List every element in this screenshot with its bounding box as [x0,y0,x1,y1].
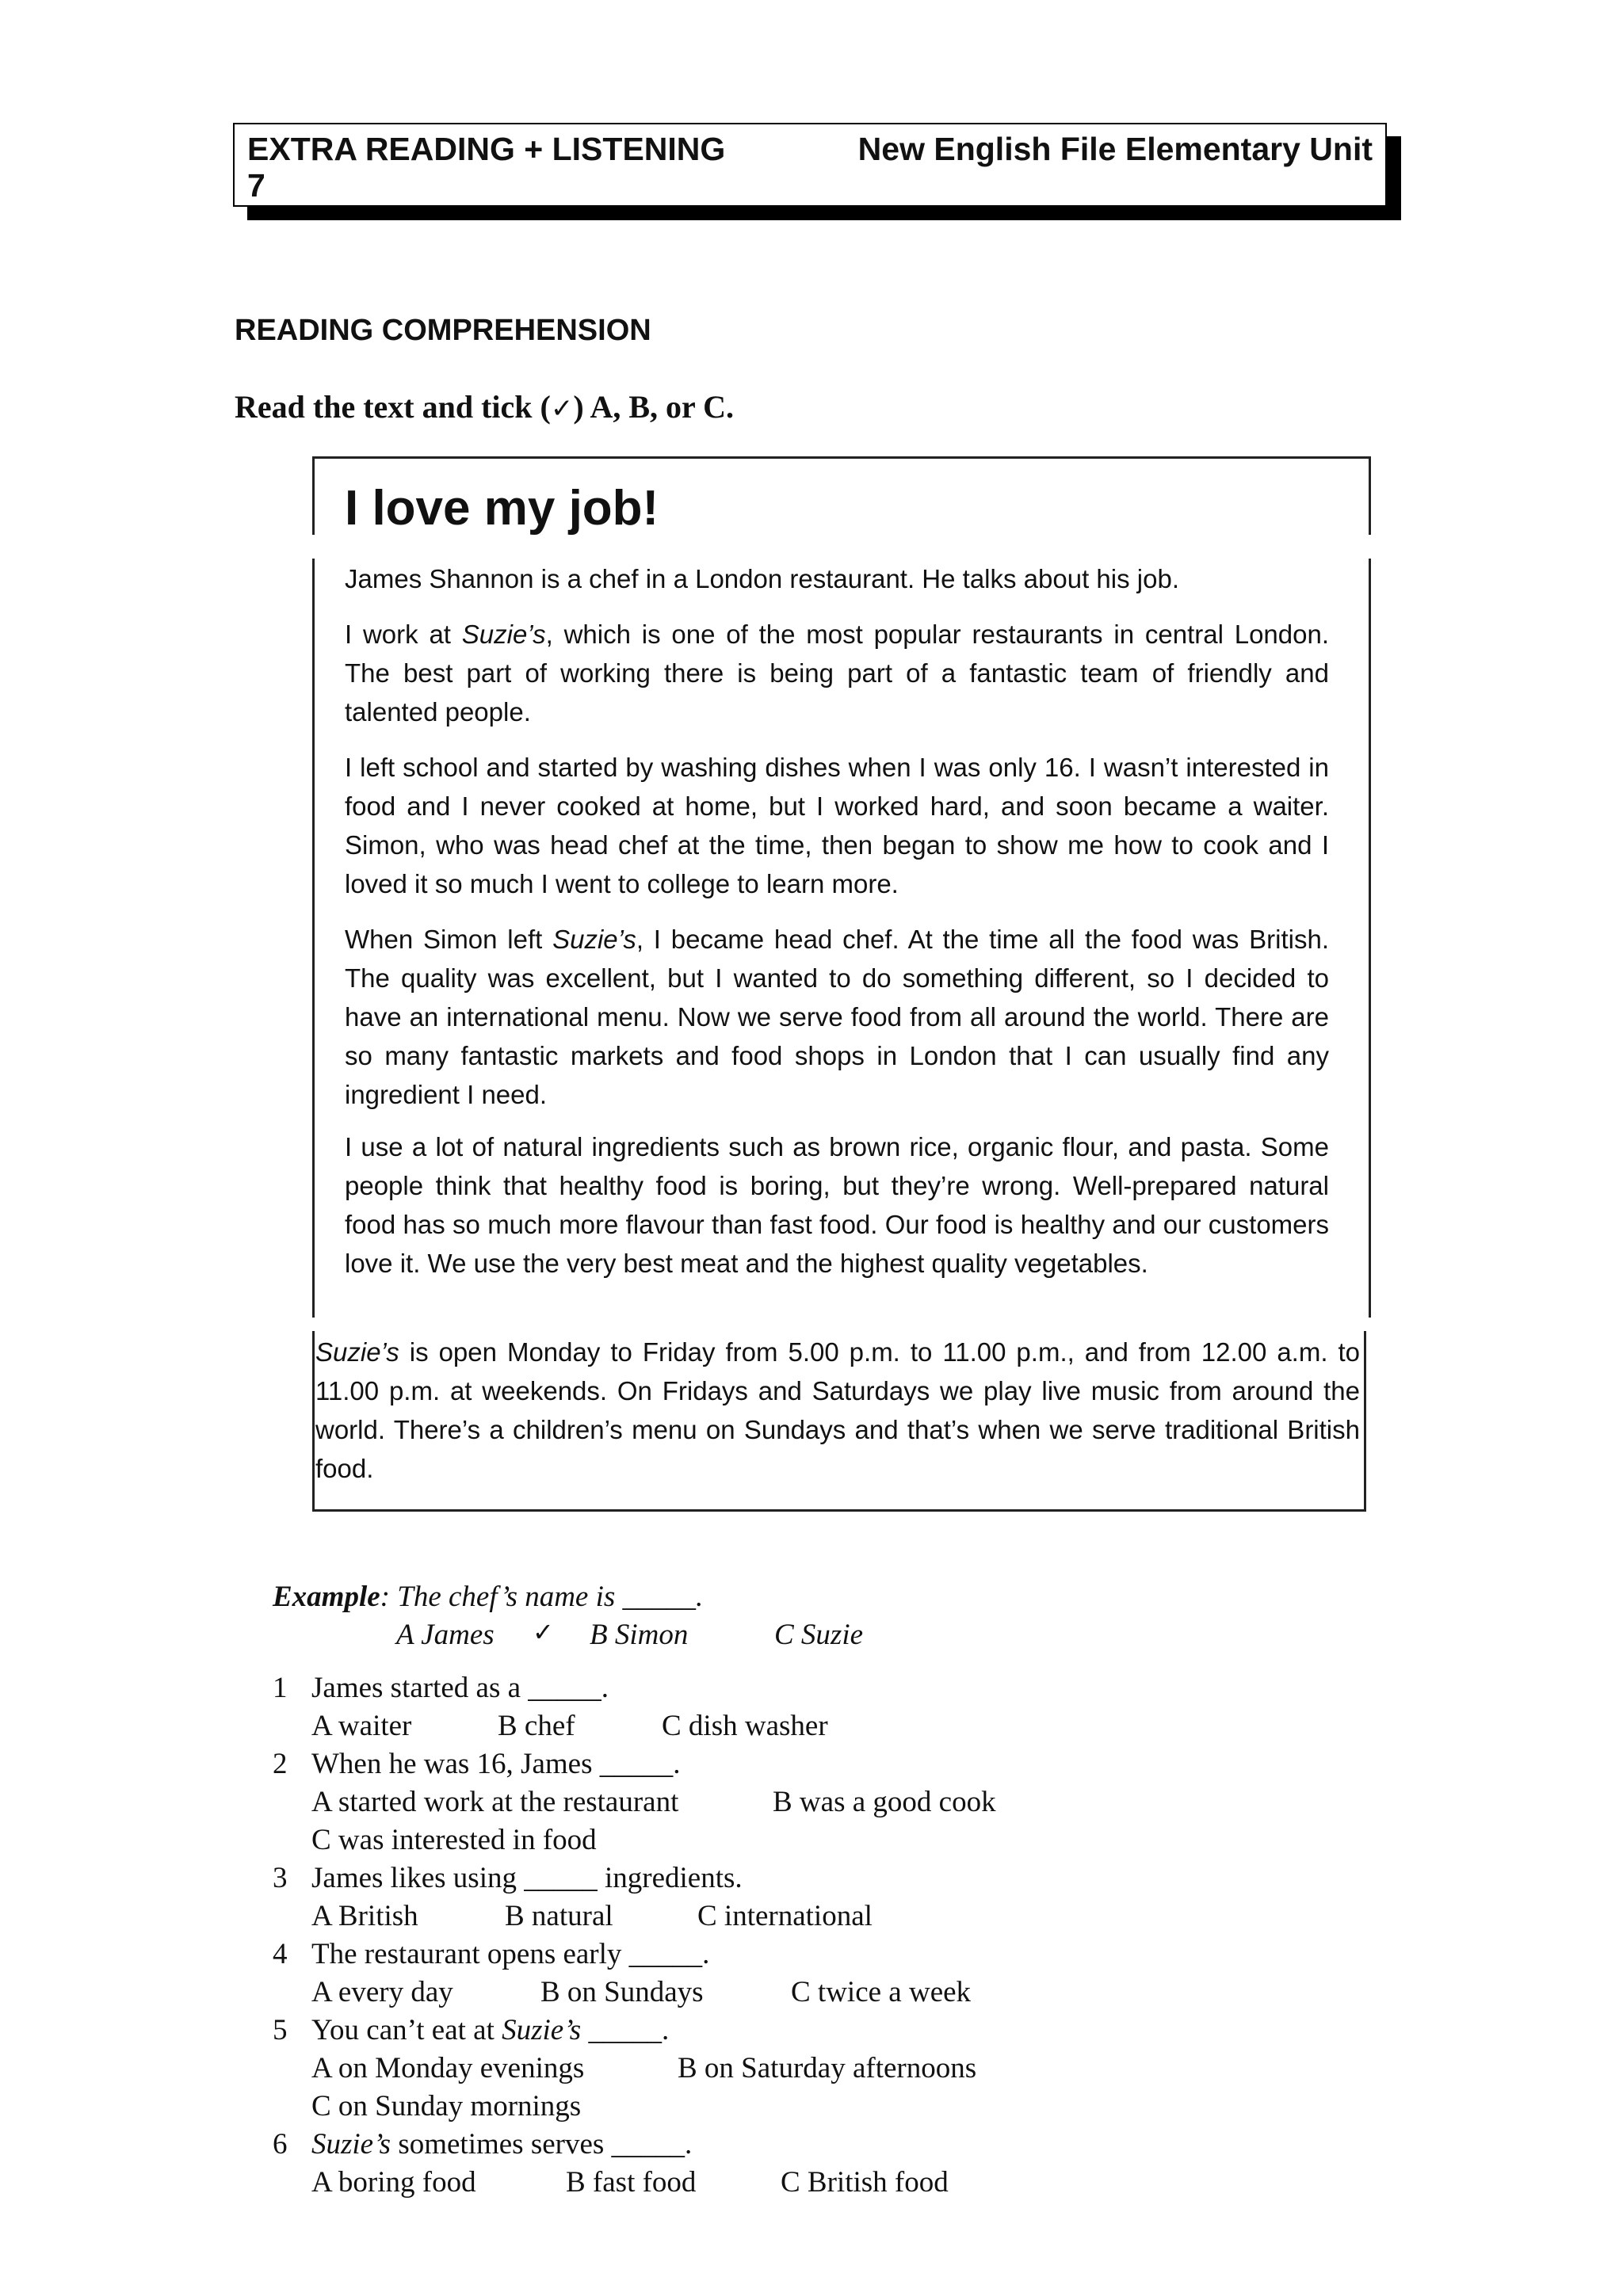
tick-icon: ✓ [550,393,574,425]
instruction-prefix: Read the text and tick ( [235,389,551,425]
instruction [235,388,734,425]
option-c[interactable]: C on Sunday mornings [311,2090,582,2122]
question-stem: You can’t eat at Suzie’s _____. [311,2014,670,2046]
article-paragraph-3 [345,920,1329,1114]
option-b[interactable]: B fast food [566,2166,697,2199]
article-paragraph-5 [315,1333,1360,1488]
p5-after: is open Monday to Friday from 5.00 p.m. to 11.00 p.m., and from 12.00 a.m. to 11.00 p.m. at weekends. On Fridays and Saturdays we play live music from around the world. There’s a children’s menu on Sundays and that’s when we serve traditional British food. [315,1337,1360,1483]
restaurant-name: Suzie’s [311,2128,391,2161]
option-c[interactable]: C British food [781,2166,949,2199]
option-b[interactable]: B on Saturday afternoons [678,2052,977,2084]
header-left-title: EXTRA READING + LISTENING [247,131,726,167]
instruction-suffix: ) A, B, or C. [573,389,734,425]
p3-before: When Simon left [345,925,553,954]
question-stem: The restaurant opens early _____. [311,1938,710,1970]
option-c[interactable]: C dish washer [662,1710,828,1742]
question-number: 6 [273,2128,288,2161]
question-stem: Suzie’s sometimes serves _____. [311,2128,693,2161]
article-title: I love my job! [345,481,659,536]
option-a[interactable]: A British [311,1900,418,1932]
question-stem: When he was 16, James _____. [311,1748,681,1780]
option-c[interactable]: C international [697,1900,873,1932]
question-stem: James started as a _____. [311,1672,609,1704]
option-c[interactable]: C twice a week [791,1976,972,2008]
question-number: 3 [273,1862,288,1894]
restaurant-name: Suzie’s [502,2014,582,2046]
article-paragraph-1 [345,615,1329,731]
question-stem: James likes using _____ ingredients. [311,1862,743,1894]
option-c[interactable]: C was interested in food [311,1824,597,1856]
p1-before: I work at [345,620,462,649]
option-b[interactable]: B on Sundays [540,1976,704,2008]
p3-after: , I became head chef. At the time all the food was British. The quality was excellent, but I wanted to do something different, so I decided to have an international menu. Now we serve food from all around the world. There are so many fantastic markets and food shops in London that I can usually find any ingredient I need. [345,925,1329,1109]
article-paragraph-4: I use a lot of natural ingredients such as brown rice, organic flour, and pasta. Some people think that healthy food is boring, but they’re wrong. Well-prepared natural food has so much more flavour than fast food. Our food is healthy and our customers love it. We use the very best meat and the highest quality vegetables. [345,1132,1329,1278]
example-label: Example [273,1581,380,1613]
section-title: READING COMPREHENSION [235,314,651,347]
article-paragraph-2: I left school and started by washing dishes when I was only 16. I wasn’t interested in food and I never cooked at home, but I worked hard, and soon became a waiter. Simon, who was head chef at the time, then began to show me how to cook and I loved it so much I went to college to learn more. [345,753,1329,898]
question-number: 2 [273,1748,288,1780]
header-unit-number: 7 [247,167,265,204]
p1-after: , which is one of the most popular restaurants in central London. The best part of working there is being part of a fantastic team of friendly and talented people. [345,620,1330,727]
question-number: 5 [273,2014,288,2046]
question-number: 4 [273,1938,288,1970]
example-tick-icon: ✓ [533,1617,554,1647]
option-b[interactable]: B chef [498,1710,575,1742]
option-b[interactable]: B was a good cook [773,1786,996,1818]
option-a[interactable]: A on Monday evenings [311,2052,585,2084]
option-a[interactable]: A boring food [311,2166,476,2199]
p1-restaurant-name: Suzie’s [461,620,546,649]
option-a[interactable]: A every day [311,1976,453,2008]
example-option-c: C Suzie [774,1619,864,1651]
p5-restaurant-name: Suzie’s [315,1337,399,1367]
option-a[interactable]: A waiter [311,1710,412,1742]
example-question: : The chef’s name is _____. [380,1581,704,1613]
question-number: 1 [273,1672,288,1704]
option-b[interactable]: B natural [505,1900,613,1932]
example-option-a: A James [396,1619,495,1651]
example-option-b: B Simon [590,1619,689,1651]
article-intro: James Shannon is a chef in a London restaurant. He talks about his job. [345,564,1179,593]
p3-restaurant-name: Suzie’s [552,925,636,954]
header-right-title: New English File Elementary Unit [857,131,1373,167]
example-stem [273,1578,703,1616]
option-a[interactable]: A started work at the restaurant [311,1786,679,1818]
page-header [233,123,1387,207]
